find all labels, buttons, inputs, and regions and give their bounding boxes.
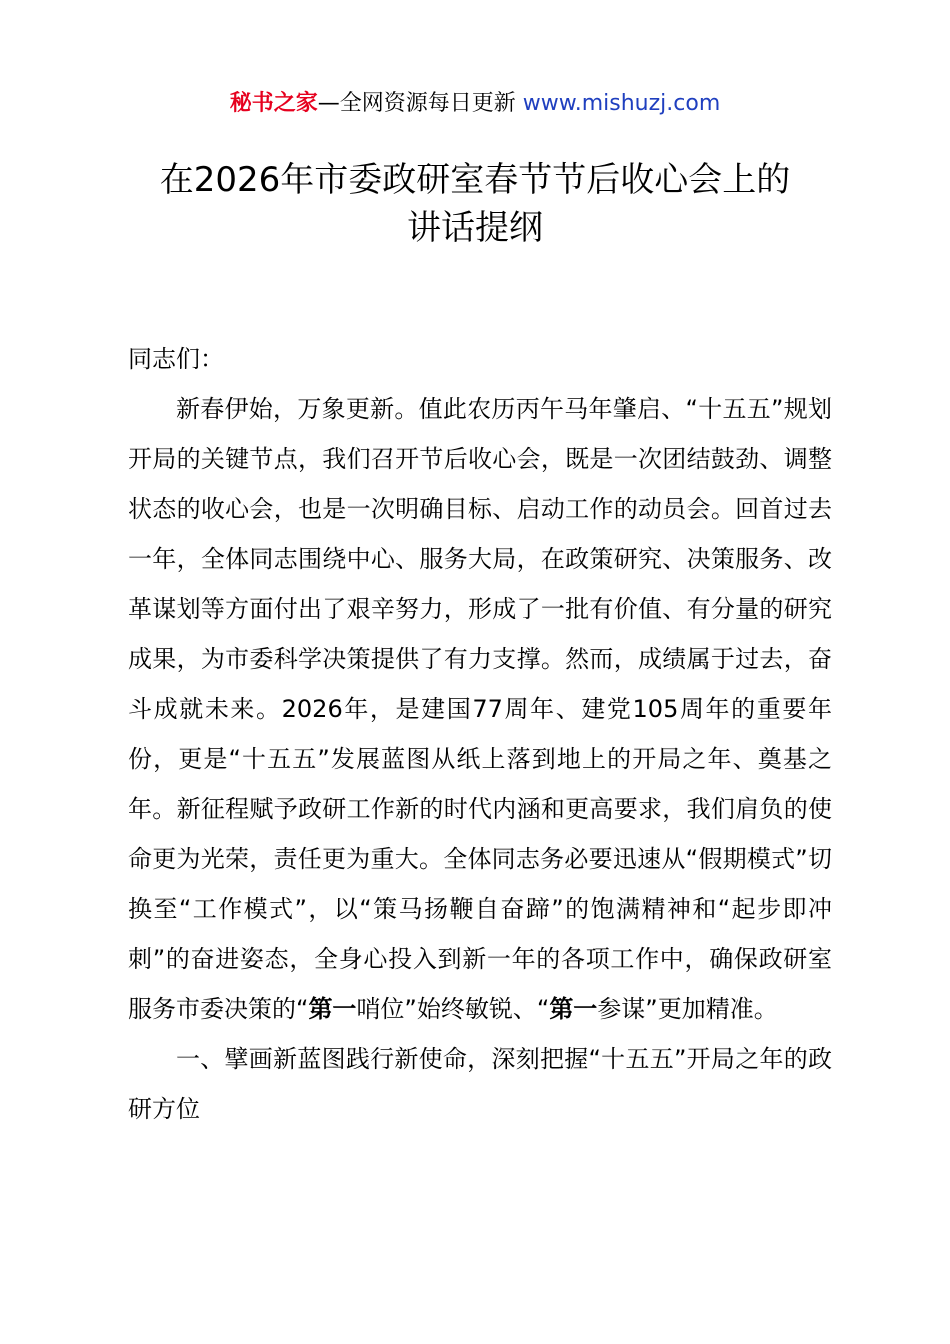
paragraph-text-2: 哨位”始终敏锐、“ <box>356 995 550 1023</box>
site-header <box>0 88 950 120</box>
title-line-1: 在2026年市委政研室春节节后收心会上的 <box>159 160 791 200</box>
section-heading-1: 一、擘画新蓝图践行新使命，深刻把握“十五五”开局之年的政研方位 <box>128 1045 832 1123</box>
paragraph-text-1: 新春伊始，万象更新。值此农历丙午马年肇启、“十五五”规划开局的关键节点，我们召开节后收心会，既是一次团结鼓劲、调整状态的收心会，也是一次明确目标、启动工作的动员会。回首过去一年，全体同志围绕中心、服务大局，在政策研究、决策服务、改革谋划等方面付出了艰辛努力，形成了一批有价值、有分量的研究成果，为市委科学决策提供了有力支撑。然而，成绩属于过去，奋斗成就未来。2026年，是建国77周年、建党105周年的重要年份，更是“十五五”发展蓝图从纸上落到地上的开局之年、奠基之年。新征程赋予政研工作新的时代内涵和更高要求，我们肩负的使命更为光荣，责任更为重大。全体同志务必要迅速从“假期模式”切换至“工作模式”，以“策马扬鞭自奋蹄”的饱满精神和“起步即冲刺”的奋进姿态，全身心投入到新一年的各项工作中，确保政研室服务市委决策的“ <box>128 395 832 1023</box>
opening-paragraph <box>128 384 832 1034</box>
document-body <box>128 334 832 1134</box>
paragraph-text-3: 参谋”更加精准。 <box>597 995 778 1023</box>
bold-emphasis-2: 第一 <box>549 995 598 1023</box>
site-tagline: —全网资源每日更新 <box>317 91 523 116</box>
bold-emphasis-1: 第一 <box>308 995 357 1023</box>
document-title <box>100 156 850 252</box>
site-url-link[interactable]: www.mishuzj.com <box>522 91 721 116</box>
site-brand: 秘书之家 <box>229 91 318 116</box>
salutation: 同志们： <box>128 345 224 373</box>
title-line-2: 讲话提纲 <box>407 208 543 248</box>
